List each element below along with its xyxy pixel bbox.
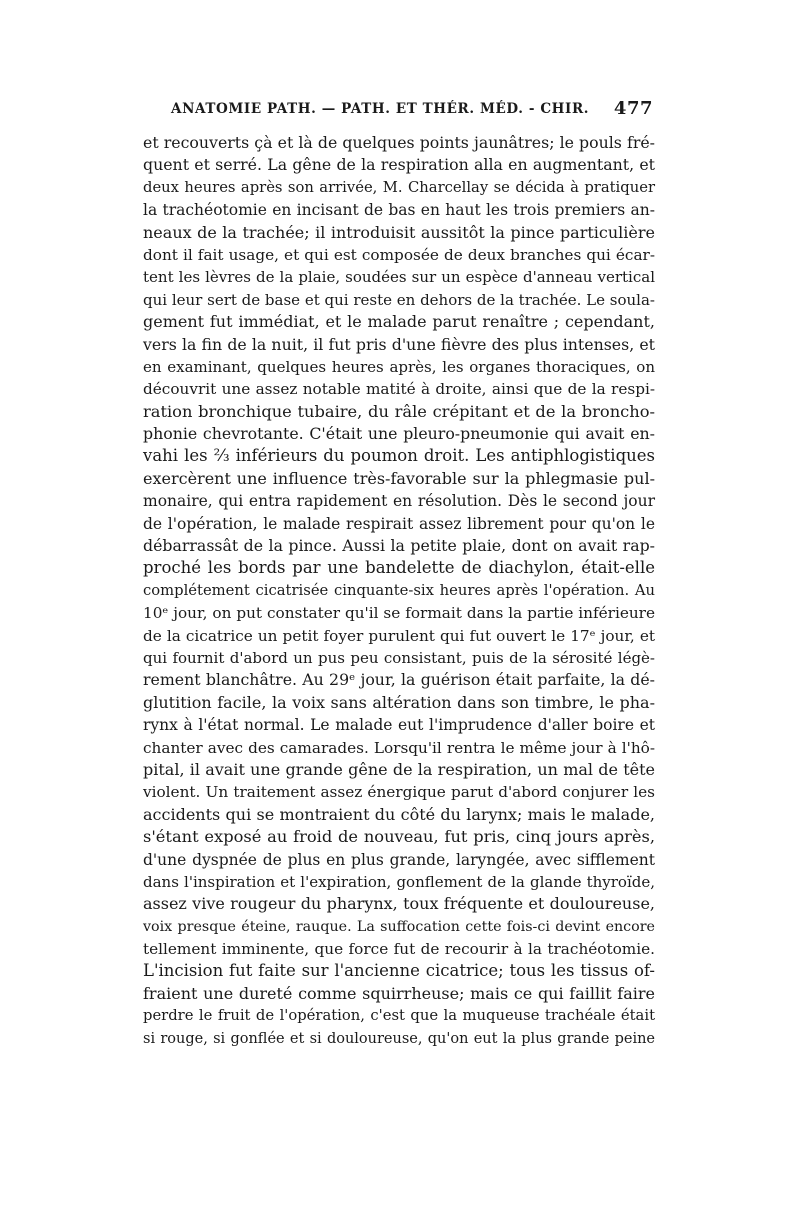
body-text: [143, 132, 655, 1050]
text-line: de la cicatrice un petit foyer purulent qui fut ouvert le 17ᵉ jour, et: [143, 626, 655, 645]
text-line: vers la fin de la nuit, il fut pris d'une fièvre des plus intenses, et: [143, 334, 655, 354]
text-line: violent. Un traitement assez énergique parut d'abord conjurer les: [143, 783, 655, 802]
text-line: d'une dyspnée de plus en plus grande, laryngée, avec sifflement: [143, 850, 655, 869]
running-head: [143, 98, 653, 125]
text-line: si rouge, si gonflée et si douloureuse, qu'on eut la plus grande peine: [143, 1030, 655, 1047]
text-line: exercèrent une influence très-favorable sur la phlegmasie pul-: [143, 468, 655, 488]
text-line: glutition facile, la voix sans altération dans son timbre, le pha-: [143, 692, 655, 712]
text-line: tellement imminente, que force fut de recourir à la trachéotomie.: [143, 940, 655, 959]
text-line: assez vive rougeur du pharynx, toux fréquente et douloureuse,: [143, 894, 655, 914]
text-line: de l'opération, le malade respirait assez librement pour qu'on le: [143, 514, 655, 533]
text-line: ration bronchique tubaire, du râle crépitant et de la broncho-: [143, 401, 655, 421]
page-number: 477: [613, 98, 653, 119]
text-line: vahi les ⅔ inférieurs du poumon droit. Les antiphlogistiques: [143, 446, 655, 466]
text-line: perdre le fruit de l'opération, c'est que la muqueuse trachéale était: [143, 1007, 655, 1025]
text-line: gement fut immédiat, et le malade parut renaître ; cependant,: [143, 312, 655, 332]
text-line: chanter avec des camarades. Lorsqu'il rentra le même jour à l'hô-: [143, 738, 655, 757]
text-line: complétement cicatrisée cinquante-six heures après l'opération. Au: [143, 581, 655, 599]
text-line: tent les lèvres de la plaie, soudées sur un espèce d'anneau vertical: [143, 268, 655, 287]
text-line: rement blanchâtre. Au 29ᵉ jour, la guérison était parfaite, la dé-: [143, 670, 655, 690]
text-line: débarrassât de la pince. Aussi la petite plaie, dont on avait rap-: [143, 536, 655, 556]
text-line: accidents qui se montraient du côté du larynx; mais le malade,: [143, 804, 655, 824]
text-line: deux heures après son arrivée, M. Charcellay se décida à pratiquer: [143, 178, 655, 196]
text-line: neaux de la trachée; il introduisit aussitôt la pince particulière: [143, 222, 655, 242]
text-line: L'incision fut faite sur l'ancienne cicatrice; tous les tissus of-: [143, 961, 655, 981]
text-line: proché les bords par une bandelette de diachylon, était-elle: [143, 558, 655, 578]
text-line: qui fournit d'abord un pus peu consistant, puis de la sérosité légè-: [143, 648, 655, 667]
text-line: 10ᵉ jour, on put constater qu'il se formait dans la partie inférieure: [143, 604, 655, 623]
text-line: découvrit une assez notable matité à droite, ainsi que de la respi-: [143, 380, 655, 399]
text-line: monaire, qui entra rapidement en résolution. Dès le second jour: [143, 492, 655, 511]
text-line: dont il fait usage, et qui est composée de deux branches qui écar-: [143, 245, 655, 264]
text-line: et recouverts çà et là de quelques points jaunâtres; le pouls fré-: [143, 133, 655, 152]
text-line: fraient une dureté comme squirrheuse; mais ce qui faillit faire: [143, 983, 655, 1003]
text-line: s'étant exposé au froid de nouveau, fut pris, cinq jours après,: [143, 827, 655, 847]
text-line: dans l'inspiration et l'expiration, gonflement de la glande thyroïde,: [143, 872, 655, 891]
text-line: qui leur sert de base et qui reste en dehors de la trachée. Le soula-: [143, 290, 655, 309]
running-title: ANATOMIE PATH. — PATH. ET THÉR. MÉD. - CHIR.: [171, 101, 590, 117]
text-line: la trachéotomie en incisant de bas en haut les trois premiers an-: [143, 201, 655, 220]
text-line: pital, il avait une grande gêne de la respiration, un mal de tête: [143, 759, 655, 779]
text-line: quent et serré. La gêne de la respiration alla en augmentant, et: [143, 155, 655, 175]
text-line: en examinant, quelques heures après, les organes thoraciques, on: [143, 357, 655, 376]
text-line: voix presque éteine, rauque. La suffocation cette fois-ci devint encore: [143, 918, 655, 935]
text-line: phonie chevrotante. C'était une pleuro-pneumonie qui avait en-: [143, 424, 655, 444]
text-line: rynx à l'état normal. Le malade eut l'imprudence d'aller boire et: [143, 716, 655, 735]
